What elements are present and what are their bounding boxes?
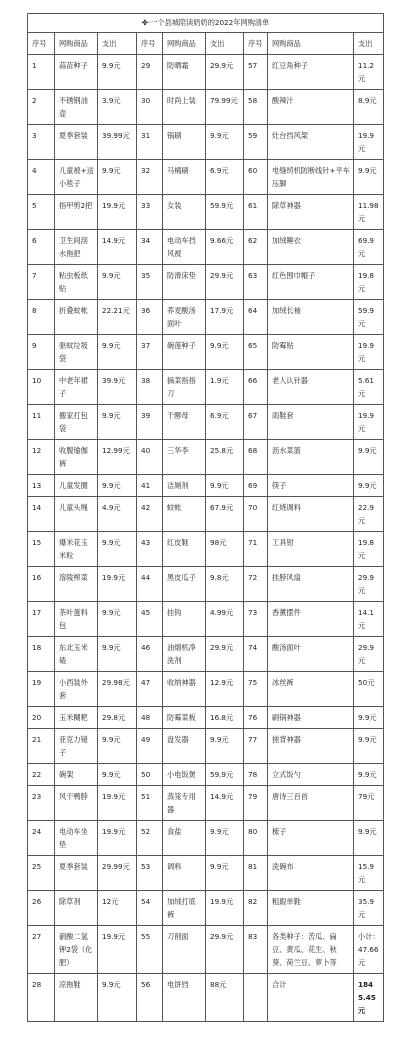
cell-index: 7 [28,265,55,300]
cell-item: 食盐 [163,821,206,856]
cell-index: 57 [244,55,268,90]
cell-index: 25 [28,856,55,891]
cell-item: 防霉贴 [268,335,354,370]
cell-cost: 小计：47.66元 [354,926,384,974]
cell-item: 除草剂 [55,891,98,926]
cell-cost: 9.9元 [206,729,244,764]
shopping-table [27,13,384,1022]
table-row [28,195,384,230]
cell-cost: 11.98元 [354,195,384,230]
cell-cost: 9.9元 [98,335,137,370]
table-row [28,532,384,567]
cell-cost: 1845.45元 [354,974,384,1022]
cell-cost: 79.99元 [206,90,244,125]
cell-index: 32 [137,160,163,195]
cell-index: 62 [244,230,268,265]
cell-item: 溶陵榨菜 [55,567,98,602]
cell-index: 14 [28,497,55,532]
cell-cost: 6.9元 [206,405,244,440]
cell-index: 74 [244,637,268,672]
cell-cost: 15.9元 [354,856,384,891]
cell-item: 儿童被+送小毯子 [55,160,98,195]
cell-index: 83 [244,926,268,974]
cell-item: 工具钳 [268,532,354,567]
cell-cost: 3.9元 [98,90,137,125]
cell-cost: 19.9元 [98,926,137,974]
cell-item: 蒜苗种子 [55,55,98,90]
table-row [28,891,384,926]
cell-cost: 9.9元 [354,707,384,729]
cell-cost: 9.9元 [98,265,137,300]
cell-index: 12 [28,440,55,475]
cell-item: 挂脖风扇 [268,567,354,602]
cell-cost: 29.9元 [206,55,244,90]
table-row [28,125,384,160]
table-row [28,405,384,440]
cell-item: 沥水菜篮 [268,440,354,475]
cell-cost: 9.9元 [98,637,137,672]
cell-index: 63 [244,265,268,300]
cell-item: 电缝纫机防断线针+平车压脚 [268,160,354,195]
cell-item: 收纳神器 [163,672,206,707]
cell-cost: 9.8元 [206,567,244,602]
cell-index: 45 [137,602,163,637]
cell-item: 灶台挡风架 [268,125,354,160]
cell-cost: 9.66元 [206,230,244,265]
cell-index: 60 [244,160,268,195]
cell-index: 81 [244,856,268,891]
cell-index: 79 [244,786,268,821]
cell-item: 刀削面 [163,926,206,974]
cell-cost: 9.9元 [354,729,384,764]
cell-index: 23 [28,786,55,821]
header-item: 网购商品 [55,33,98,55]
cell-cost: 25.8元 [206,440,244,475]
cell-cost: 16.8元 [206,707,244,729]
cell-index: 10 [28,370,55,405]
cell-cost: 98元 [206,532,244,567]
header-item: 网购商品 [268,33,354,55]
cell-cost: 9.9元 [98,532,137,567]
table-row [28,90,384,125]
cell-item: 小西装外套 [55,672,98,707]
cell-index: 13 [28,475,55,497]
cell-index: 73 [244,602,268,637]
cell-cost: 9.9元 [98,764,137,786]
cell-cost: 19.9元 [354,405,384,440]
table-row [28,265,384,300]
cell-cost: 29.9元 [206,637,244,672]
cell-item: 荞麦酸汤面叶 [163,300,206,335]
cell-cost: 29.9元 [206,265,244,300]
table-row [28,230,384,265]
cell-item: 酸汤面叶 [268,637,354,672]
cell-index: 28 [28,974,55,1022]
cell-index: 30 [137,90,163,125]
cell-index: 2 [28,90,55,125]
cell-index: 11 [28,405,55,440]
header-index: 序号 [244,33,268,55]
cell-index: 6 [28,230,55,265]
cell-cost: 19.9元 [206,891,244,926]
cell-item: 红烧调料 [268,497,354,532]
cell-item: 酸辣汁 [268,90,354,125]
cell-cost: 19.9元 [98,567,137,602]
table-row [28,160,384,195]
table-row [28,335,384,370]
cell-index: 4 [28,160,55,195]
cell-index: 48 [137,707,163,729]
cell-index: 44 [137,567,163,602]
header-cost: 支出 [354,33,384,55]
cell-cost: 29.98元 [98,672,137,707]
cell-item: 电动车挡风被 [163,230,206,265]
cell-index: 15 [28,532,55,567]
cell-index: 3 [28,125,55,160]
cell-cost: 9.9元 [98,55,137,90]
header-index: 序号 [137,33,163,55]
cell-index: 54 [137,891,163,926]
header-cost: 支出 [98,33,137,55]
cell-cost: 11.2元 [354,55,384,90]
cell-cost: 22.21元 [98,300,137,335]
cell-item: 黑皮瓜子 [163,567,206,602]
cell-index: 77 [244,729,268,764]
cell-item: 三华李 [163,440,206,475]
cell-item: 挂钩 [163,602,206,637]
cell-cost: 9.9元 [98,974,137,1022]
cell-item: 油烟机净洗剂 [163,637,206,672]
table-row [28,707,384,729]
cell-cost: 88元 [206,974,244,1022]
cell-index: 52 [137,821,163,856]
cell-item: 合计 [268,974,354,1022]
table-row [28,637,384,672]
cell-cost: 67.9元 [206,497,244,532]
table-row [28,926,384,974]
cell-item: 除草神器 [268,195,354,230]
cell-item: 夏季套装 [55,125,98,160]
cell-cost: 9.9元 [206,335,244,370]
cell-index: 1 [28,55,55,90]
cell-index: 70 [244,497,268,532]
cell-index: 65 [244,335,268,370]
cell-cost: 19.8元 [354,532,384,567]
table-row [28,672,384,707]
table-row [28,764,384,786]
cell-index: 61 [244,195,268,230]
cell-cost: 29.9元 [206,926,244,974]
cell-index: 82 [244,891,268,926]
cell-cost: 14.1元 [354,602,384,637]
cell-item: 夏季套装 [55,856,98,891]
cell-cost: 29.9元 [354,637,384,672]
cell-cost: 50元 [354,672,384,707]
table-row [28,602,384,637]
cell-index: 56 [137,974,163,1022]
cell-index: 33 [137,195,163,230]
cell-index: 55 [137,926,163,974]
cell-item: 干酵母 [163,405,206,440]
cell-index: 8 [28,300,55,335]
cell-cost: 59.9元 [206,195,244,230]
cell-index: 78 [244,764,268,786]
table-row [28,786,384,821]
cell-cost: 14.9元 [98,230,137,265]
cell-cost: 29.9元 [354,567,384,602]
cell-item: 中老年裙子 [55,370,98,405]
table-row [28,729,384,764]
cell-item: 粗跟单鞋 [268,891,354,926]
table-row [28,440,384,475]
cell-index: 18 [28,637,55,672]
cell-index: 64 [244,300,268,335]
cell-index: 75 [244,672,268,707]
cell-cost: 4.9元 [98,497,137,532]
cell-index: 31 [137,125,163,160]
cell-item: 红豆角种子 [268,55,354,90]
cell-item: 爆米花玉米粒 [55,532,98,567]
header-item: 网购商品 [163,33,206,55]
table-row [28,300,384,335]
cell-index: 46 [137,637,163,672]
cell-item: 防晒霜 [163,55,206,90]
cell-cost: 9.9元 [354,475,384,497]
table-row [28,370,384,405]
cell-item: 防滑床垫 [163,265,206,300]
cell-cost: 12.99元 [98,440,137,475]
cell-item: 加绒睡衣 [268,230,354,265]
cell-cost: 8.9元 [354,90,384,125]
cell-item: 硝酸二氢钾2袋（化肥） [55,926,98,974]
cell-cost: 5.61元 [354,370,384,405]
cell-item: 卫生间刮水拖把 [55,230,98,265]
cell-index: 16 [28,567,55,602]
cell-item: 蒸笼专用器 [163,786,206,821]
cell-cost: 12.9元 [206,672,244,707]
cell-item: 加绒长袖 [268,300,354,335]
cell-item: 雨鞋套 [268,405,354,440]
cell-index: 36 [137,300,163,335]
cell-cost: 19.9元 [98,195,137,230]
cell-index: 43 [137,532,163,567]
cell-cost: 79元 [354,786,384,821]
cell-index: 49 [137,729,163,764]
cell-cost: 1.9元 [206,370,244,405]
cell-item: 梳子 [268,821,354,856]
cell-item: 洁厕剂 [163,475,206,497]
cell-cost: 69.9元 [354,230,384,265]
cell-item: 红色围巾帽子 [268,265,354,300]
cell-index: 9 [28,335,55,370]
cell-cost: 35.9元 [354,891,384,926]
cell-item: 蚊帐 [163,497,206,532]
cell-item: 茶叶蛋料包 [55,602,98,637]
shopping-list-document [27,13,383,1022]
cell-cost: 9.9元 [206,856,244,891]
cell-item: 粘虫板纸贴 [55,265,98,300]
cell-index: 17 [28,602,55,637]
cell-item: 折叠蚊帐 [55,300,98,335]
cell-item: 儿童头绳 [55,497,98,532]
cell-cost: 19.9元 [98,821,137,856]
cell-cost: 19.9元 [98,786,137,821]
cell-cost: 9.9元 [98,602,137,637]
cell-index: 24 [28,821,55,856]
table-title: ✤·一个县城陪读奶奶的2022年网购清单 [28,14,384,33]
cell-cost: 19.8元 [354,265,384,300]
cell-cost: 22.9元 [354,497,384,532]
cell-item: 亚克力镜子 [55,729,98,764]
header-row [28,33,384,55]
cell-item: 玉米糊粑 [55,707,98,729]
header-cost: 支出 [206,33,244,55]
cell-index: 76 [244,707,268,729]
cell-item: 调料 [163,856,206,891]
cell-item: 电动车坐垫 [55,821,98,856]
cell-index: 38 [137,370,163,405]
cell-cost: 17.9元 [206,300,244,335]
cell-item: 加绒打底裤 [163,891,206,926]
cell-item: 红皮鞋 [163,532,206,567]
cell-item: 搬家打包袋 [55,405,98,440]
cell-item: 碗莲种子 [163,335,206,370]
cell-item: 冰丝裤 [268,672,354,707]
cell-cost: 4.99元 [206,602,244,637]
cell-item: 立式饭勺 [268,764,354,786]
cell-item: 各类种子：苦瓜、扁豆、黄瓜、花生、秋葵、荷兰豆、萝卜等 [268,926,354,974]
cell-item: 不锈钢油壶 [55,90,98,125]
cell-index: 41 [137,475,163,497]
cell-index: 37 [137,335,163,370]
cell-index: 35 [137,265,163,300]
cell-cost: 9.9元 [354,764,384,786]
cell-item: 马桶刷 [163,160,206,195]
cell-cost: 19.9元 [354,125,384,160]
cell-cost: 29.99元 [98,856,137,891]
cell-item: 小电饭煲 [163,764,206,786]
cell-index: 69 [244,475,268,497]
cell-index: 51 [137,786,163,821]
cell-item: 儿童发圈 [55,475,98,497]
cell-index: 5 [28,195,55,230]
cell-cost: 14.9元 [206,786,244,821]
cell-item: 搓背神器 [268,729,354,764]
cell-index: 50 [137,764,163,786]
table-row [28,821,384,856]
cell-index: 80 [244,821,268,856]
cell-index: 66 [244,370,268,405]
cell-index: 19 [28,672,55,707]
cell-cost: 9.9元 [98,475,137,497]
cell-cost: 9.9元 [98,160,137,195]
cell-item: 指甲剪2把 [55,195,98,230]
cell-index: 47 [137,672,163,707]
cell-item: 碗架 [55,764,98,786]
cell-index: 59 [244,125,268,160]
cell-cost: 39.99元 [98,125,137,160]
table-row [28,475,384,497]
cell-index [244,974,268,1022]
cell-item: 唐诗三百首 [268,786,354,821]
cell-cost: 29.8元 [98,707,137,729]
cell-index: 29 [137,55,163,90]
cell-index: 53 [137,856,163,891]
cell-item: 东北玉米碴 [55,637,98,672]
cell-index: 42 [137,497,163,532]
table-row [28,497,384,532]
cell-cost: 9.9元 [206,475,244,497]
cell-index: 26 [28,891,55,926]
cell-item: 驱蚊垃圾袋 [55,335,98,370]
cell-index: 34 [137,230,163,265]
cell-index: 22 [28,764,55,786]
cell-item: 锅刷 [163,125,206,160]
cell-cost: 9.9元 [354,821,384,856]
header-index: 序号 [28,33,55,55]
cell-cost: 59.9元 [206,764,244,786]
cell-index: 71 [244,532,268,567]
cell-item: 摘菜指指刀 [163,370,206,405]
cell-item: 时尚上装 [163,90,206,125]
cell-item: 香薰摆件 [268,602,354,637]
cell-item: 女装 [163,195,206,230]
cell-item: 收腹瑜伽裤 [55,440,98,475]
table-body [28,55,384,1022]
cell-index: 40 [137,440,163,475]
table-row [28,567,384,602]
cell-cost: 9.9元 [354,160,384,195]
cell-cost: 9.9元 [98,729,137,764]
cell-item: 刷锅神器 [268,707,354,729]
cell-cost: 9.9元 [206,125,244,160]
cell-index: 68 [244,440,268,475]
cell-cost: 9.9元 [206,821,244,856]
cell-item: 筷子 [268,475,354,497]
table-row [28,55,384,90]
cell-item: 洗碗布 [268,856,354,891]
cell-index: 58 [244,90,268,125]
cell-item: 凉拖鞋 [55,974,98,1022]
table-row [28,856,384,891]
cell-item: 盘发器 [163,729,206,764]
cell-cost: 6.9元 [206,160,244,195]
cell-item: 电饼铛 [163,974,206,1022]
cell-cost: 59.9元 [354,300,384,335]
cell-item: 老人认针器 [268,370,354,405]
cell-cost: 19.9元 [354,335,384,370]
cell-cost: 39.9元 [98,370,137,405]
table-row [28,974,384,1022]
cell-item: 防霉菜板 [163,707,206,729]
cell-index: 39 [137,405,163,440]
cell-index: 27 [28,926,55,974]
cell-index: 21 [28,729,55,764]
cell-cost: 12元 [98,891,137,926]
cell-index: 67 [244,405,268,440]
cell-index: 20 [28,707,55,729]
cell-index: 72 [244,567,268,602]
cell-cost: 9.9元 [98,405,137,440]
cell-item: 风干鸭脖 [55,786,98,821]
cell-cost: 9.9元 [354,440,384,475]
